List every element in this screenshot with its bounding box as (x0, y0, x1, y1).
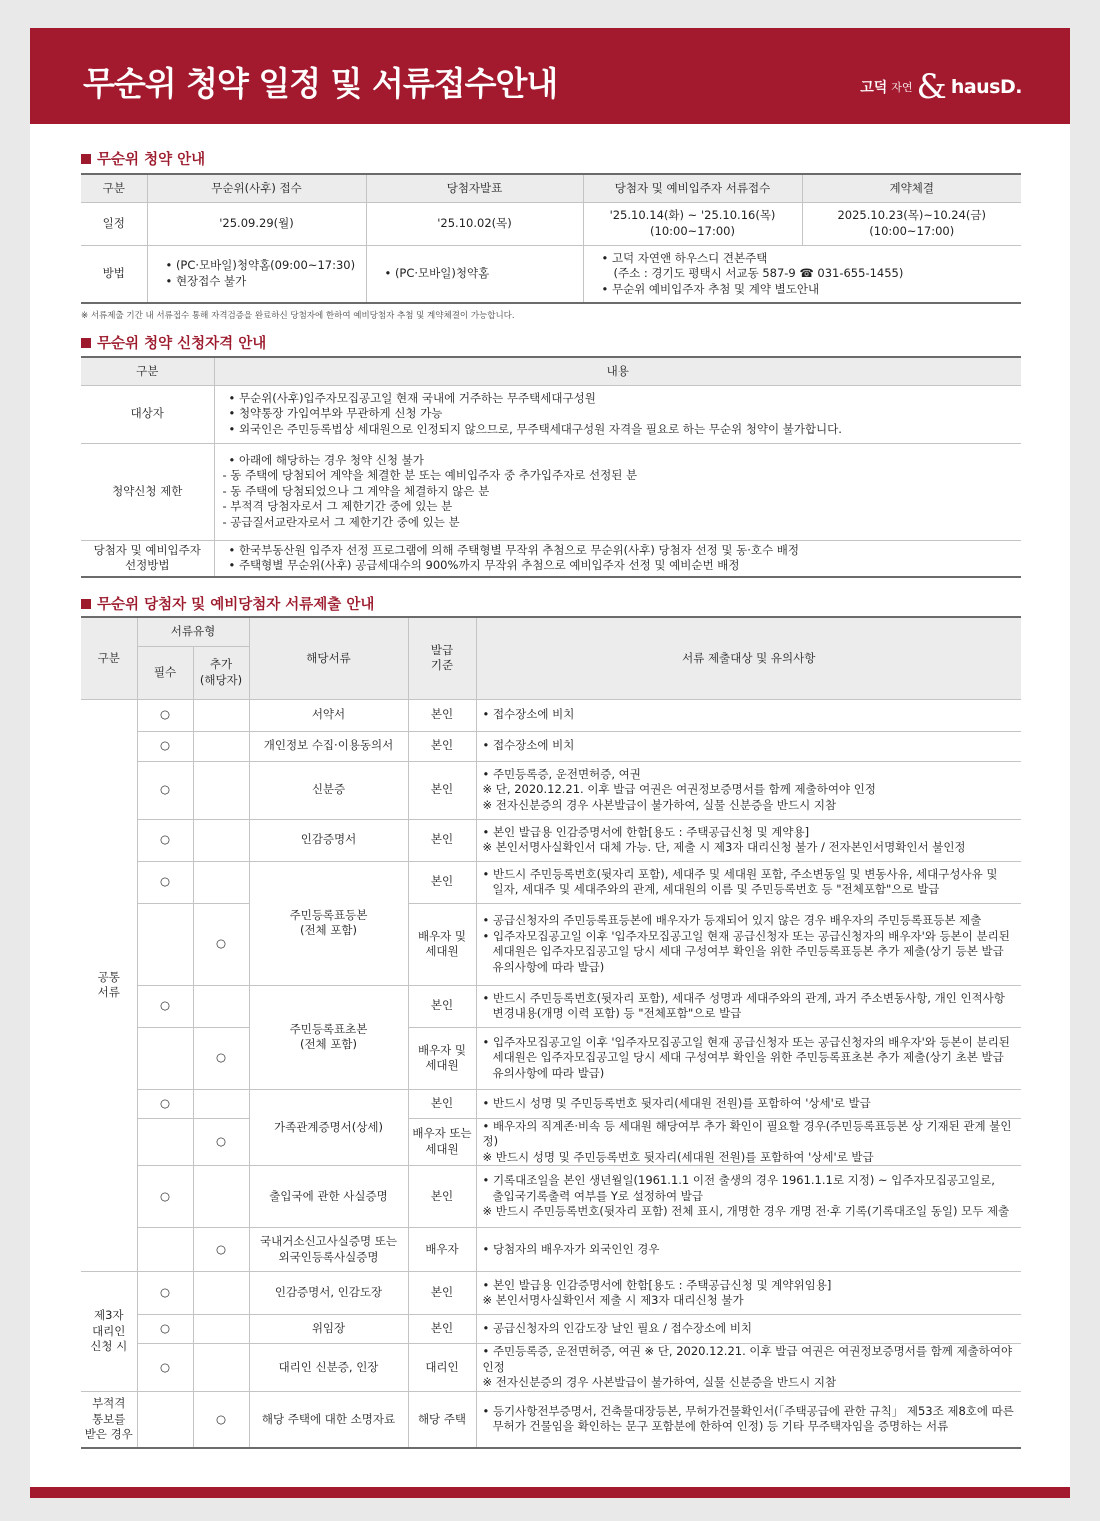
document-row (81, 1228, 1021, 1272)
col-header-category: 구분 (81, 617, 137, 699)
basis: 본인 (408, 819, 476, 861)
extra-mark: ○ (193, 1228, 249, 1272)
col-header: 무순위(사후) 접수 (147, 174, 366, 202)
footer-bar (30, 1487, 1070, 1498)
required-mark: ○ (137, 861, 193, 903)
method-row (81, 245, 1021, 303)
col-header-basis: 발급 기준 (408, 617, 476, 699)
document-row (81, 1344, 1021, 1392)
basis: 해당 주택 (408, 1391, 476, 1448)
extra-mark (193, 731, 249, 761)
document-row (81, 1391, 1021, 1448)
required-mark: ○ (137, 819, 193, 861)
required-mark: ○ (137, 699, 193, 731)
required-mark: ○ (137, 985, 193, 1027)
notes: • 배우자의 직계존·비속 등 세대원 해당여부 추가 확인이 필요할 경우(주민등록표등본 상 기재된 관계 불인정) ※ 반드시 성명 및 주민등록번호 뒷자리(세대원 전원)를 포함하여 '상세'로 발급 (476, 1118, 1021, 1166)
required-mark: ○ (137, 1089, 193, 1118)
notes: • 본인 발급용 인감증명서에 한함[용도 : 주택공급신청 및 계약용] ※ 본인서명사실확인서 대체 가능. 단, 제출 시 제3자 대리신청 불가 / 전자본인서명확인서 불인정 (476, 819, 1021, 861)
basis: 본인 (408, 861, 476, 903)
extra-mark (193, 761, 249, 819)
extra-mark (193, 985, 249, 1027)
notes: • 반드시 주민등록번호(뒷자리 포함), 세대주 및 세대원 포함, 주소변동일 및 변동사유, 세대구성사유 및 일자, 세대주 및 세대주와의 관계, 세대원의 이름 및 주민등록번호 등 "전체포함"으로 발급 (476, 861, 1021, 903)
notes: • 접수장소에 비치 (476, 731, 1021, 761)
brand-ampersand: & (916, 67, 947, 107)
schedule-header-row (81, 174, 1021, 202)
doc-name: 해당 주택에 대한 소명자료 (249, 1391, 408, 1448)
required-mark: ○ (137, 1272, 193, 1315)
document-row (81, 761, 1021, 819)
basis: 배우자 및 세대원 (408, 903, 476, 985)
announce-date: '25.10.02(목) (366, 202, 583, 245)
row-label: 청약신청 제한 (81, 443, 214, 540)
col-header-doc-type: 서류유형 (137, 617, 249, 646)
document-row (81, 1272, 1021, 1315)
document-row (81, 1027, 1021, 1089)
notes: • 공급신청자의 인감도장 날인 필요 / 접수장소에 비치 (476, 1315, 1021, 1344)
document-row (81, 1118, 1021, 1166)
col-header: 구분 (81, 357, 214, 385)
basis: 본인 (408, 1089, 476, 1118)
docs-date: '25.10.14(화) ~ '25.10.16(목) (10:00~17:00) (583, 202, 802, 245)
eligibility-row (81, 443, 1021, 540)
basis: 본인 (408, 1315, 476, 1344)
col-header: 계약체결 (802, 174, 1021, 202)
doc-name: 인감증명서 (249, 819, 408, 861)
eligibility-row (81, 385, 1021, 443)
extra-mark (193, 1344, 249, 1392)
document-row (81, 1315, 1021, 1344)
doc-name: 인감증명서, 인감도장 (249, 1272, 408, 1315)
page-title: 무순위 청약 일정 및 서류접수안내 (83, 64, 558, 103)
notes: • 공급신청자의 주민등록표등본에 배우자가 등재되어 있지 않은 경우 배우자의 주민등록표등본 제출 • 입주자모집공고일 이후 '입주자모집공고일 현재 공급신청자 또는 공급신청자의 배우자'와 등본이 분리된 세대원은 입주자모집공고일 당시 세대 구성여부 확인을 위한 주민등록표등본 추가 제출(상기 등본 발급 유의사항에 따라 발급) (476, 903, 1021, 985)
required-mark: ○ (137, 1344, 193, 1392)
required-mark (137, 1228, 193, 1272)
extra-mark (193, 1166, 249, 1228)
eligibility-header-row (81, 357, 1021, 385)
notes: • 반드시 성명 및 주민등록번호 뒷자리(세대원 전원)를 포함하여 '상세'로 발급 (476, 1089, 1021, 1118)
basis: 본인 (408, 1166, 476, 1228)
row-label: 방법 (81, 245, 147, 303)
required-mark (137, 903, 193, 985)
notes: • 주민등록증, 운전면허증, 여권 ※ 단, 2020.12.21. 이후 발급 여권은 여권정보증명서를 함께 제출하여야 인정 ※ 전자신분증의 경우 사본발급이 불가하여, 실물 신분증을 반드시 지참 (476, 1344, 1021, 1392)
document-row (81, 731, 1021, 761)
announce-method: • (PC·모바일)청약홈 (366, 245, 583, 303)
basis: 배우자 (408, 1228, 476, 1272)
header-banner (30, 28, 1070, 124)
required-mark: ○ (137, 1166, 193, 1228)
document-row (81, 985, 1021, 1027)
basis: 본인 (408, 985, 476, 1027)
brand-logo (860, 67, 1022, 107)
document-row (81, 903, 1021, 985)
notes: • 등기사항전부증명서, 건축물대장등본, 무허가건물확인서(「주택공급에 관한 규칙」 제53조 제8호에 따른 무허가 건물임을 확인하는 문구 포함분에 한하여 인정) 등 기타 무주택자임을 증명하는 서류 (476, 1391, 1021, 1448)
row-content: • 무순위(사후)입주자모집공고일 현재 국내에 거주하는 무주택세대구성원 • 청약통장 가입여부와 무관하게 신청 가능 • 외국인은 주민등록법상 세대원으로 인정되지 않으므로, 무주택세대구성원 자격을 필요로 하는 무순위 청약이 불가합니다. (214, 385, 1021, 443)
col-header: 당첨자발표 (366, 174, 583, 202)
col-header-notes: 서류 제출대상 및 유의사항 (476, 617, 1021, 699)
extra-mark (193, 861, 249, 903)
square-bullet-icon (81, 338, 91, 348)
col-header-extra: 추가 (해당자) (193, 646, 249, 699)
schedule-row (81, 202, 1021, 245)
col-header: 내용 (214, 357, 1021, 385)
doc-name: 개인정보 수집·이용동의서 (249, 731, 408, 761)
row-content: • 아래에 해당하는 경우 청약 신청 불가 - 동 주택에 당첨되어 계약을 체결한 분 또는 예비입주자 중 추가입주자로 선정된 분 - 동 주택에 당첨되었으나 그 계약을 체결하지 않은 분 - 부적격 당첨자로서 그 제한기간 중에 있는 분 - 공급질서교란자로서 그 제한기간 중에 있는 분 (214, 443, 1021, 540)
group-ineligible: 부적격 통보를 받은 경우 (81, 1391, 137, 1448)
notes: • 당첨자의 배우자가 외국인인 경우 (476, 1228, 1021, 1272)
basis: 대리인 (408, 1344, 476, 1392)
required-mark: ○ (137, 1315, 193, 1344)
group-common: 공통 서류 (81, 699, 137, 1272)
row-content: • 한국부동산원 입주자 선정 프로그램에 의해 주택형별 무작위 추첨으로 무순위(사후) 당첨자 선정 및 동·호수 배정 • 주택형별 무순위(사후) 공급세대수의 900%까지 무작위 추첨으로 예비입주자 선정 및 예비순번 배정 (214, 540, 1021, 577)
schedule-note: ※ 서류제출 기간 내 서류접수 통해 자격검증을 완료하신 당첨자에 한하여 예비당첨자 추첨 및 계약체결이 가능합니다. (81, 311, 515, 321)
extra-mark (193, 1315, 249, 1344)
eligibility-table (81, 356, 1021, 578)
eligibility-row (81, 540, 1021, 577)
document-row (81, 699, 1021, 731)
document-row (81, 861, 1021, 903)
doc-name: 위임장 (249, 1315, 408, 1344)
doc-name: 출입국에 관한 사실증명 (249, 1166, 408, 1228)
required-mark: ○ (137, 731, 193, 761)
row-label: 당첨자 및 예비입주자 선정방법 (81, 540, 214, 577)
basis: 배우자 또는 세대원 (408, 1118, 476, 1166)
documents-table (81, 616, 1021, 1449)
row-label: 대상자 (81, 385, 214, 443)
basis: 본인 (408, 699, 476, 731)
extra-mark (193, 1089, 249, 1118)
basis: 본인 (408, 731, 476, 761)
doc-name: 대리인 신분증, 인장 (249, 1344, 408, 1392)
docs-method: • 고덕 자연앤 하우스디 견본주택 (주소 : 경기도 평택시 서교동 587-9 ☎ 031-655-1455) • 무순위 예비입주자 추첨 및 계약 별도안내 (583, 245, 1021, 303)
doc-name: 신분증 (249, 761, 408, 819)
doc-name: 국내거소신고사실증명 또는 외국인등록사실증명 (249, 1228, 408, 1272)
schedule-table (81, 173, 1021, 304)
group-proxy: 제3자 대리인 신청 시 (81, 1272, 137, 1392)
required-mark: ○ (137, 761, 193, 819)
extra-mark: ○ (193, 1391, 249, 1448)
section-title-schedule: 무순위 청약 안내 (81, 148, 205, 169)
contract-date: 2025.10.23(목)~10.24(금) (10:00~17:00) (802, 202, 1021, 245)
doc-name: 가족관계증명서(상세) (249, 1089, 408, 1166)
notes: • 입주자모집공고일 이후 '입주자모집공고일 현재 공급신청자 또는 공급신청자의 배우자'와 등본이 분리된 세대원은 입주자모집공고일 당시 세대 구성여부 확인을 위한 주민등록표초본 추가 제출(상기 초본 발급 유의사항에 따라 발급) (476, 1027, 1021, 1089)
row-label: 일정 (81, 202, 147, 245)
extra-mark (193, 699, 249, 731)
notes: • 주민등록증, 운전면허증, 여권 ※ 단, 2020.12.21. 이후 발급 여권은 여권정보증명서를 함께 제출하여야 인정 ※ 전자신분증의 경우 사본발급이 불가하여, 실물 신분증을 반드시 지참 (476, 761, 1021, 819)
square-bullet-icon (81, 599, 91, 609)
extra-mark (193, 1272, 249, 1315)
extra-mark: ○ (193, 903, 249, 985)
required-mark (137, 1027, 193, 1089)
notes: • 기록대조일을 본인 생년월일(1961.1.1 이전 출생의 경우 1961.1.1로 지정) ~ 입주자모집공고일로, 출입국기록출력 여부를 Y로 설정하여 발급 ※ 반드시 주민등록번호(뒷자리 포함) 전체 표시, 개명한 경우 개명 전·후 기록(기록대조일 동일) 모두 제출 (476, 1166, 1021, 1228)
square-bullet-icon (81, 154, 91, 164)
required-mark (137, 1118, 193, 1166)
doc-name: 주민등록표등본 (전체 포함) (249, 861, 408, 985)
doc-name: 서약서 (249, 699, 408, 731)
document-row (81, 1166, 1021, 1228)
col-header: 당첨자 및 예비입주자 서류접수 (583, 174, 802, 202)
document-row (81, 819, 1021, 861)
receipt-date: '25.09.29(월) (147, 202, 366, 245)
required-mark (137, 1391, 193, 1448)
doc-name: 주민등록표초본 (전체 포함) (249, 985, 408, 1089)
basis: 본인 (408, 1272, 476, 1315)
notes: • 본인 발급용 인감증명서에 한함[용도 : 주택공급신청 및 계약위임용] ※ 본인서명사실확인서 제출 시 제3자 대리신청 불가 (476, 1272, 1021, 1315)
brand-text-godeok: 고덕 (860, 80, 888, 96)
section-title-documents: 무순위 당첨자 및 예비당첨자 서류제출 안내 (81, 593, 374, 614)
brand-text-hausd: hausD. (950, 76, 1022, 98)
basis: 배우자 및 세대원 (408, 1027, 476, 1089)
notes: • 접수장소에 비치 (476, 699, 1021, 731)
basis: 본인 (408, 761, 476, 819)
notice-page (30, 28, 1070, 1498)
extra-mark: ○ (193, 1027, 249, 1089)
extra-mark (193, 819, 249, 861)
col-header-required: 필수 (137, 646, 193, 699)
receipt-method: • (PC·모바일)청약홈(09:00~17:30) • 현장접수 불가 (147, 245, 366, 303)
notes: • 반드시 주민등록번호(뒷자리 포함), 세대주 성명과 세대주와의 관계, 과거 주소변동사항, 개인 인적사항 변경내용(개명 이력 포함) 등 "전체포함"으로 발급 (476, 985, 1021, 1027)
extra-mark: ○ (193, 1118, 249, 1166)
section-title-eligibility: 무순위 청약 신청자격 안내 (81, 332, 266, 353)
col-header-doc: 해당서류 (249, 617, 408, 699)
brand-text-jayeon: 자연 (891, 81, 913, 94)
document-row (81, 1089, 1021, 1118)
documents-header-row (81, 617, 1021, 646)
col-header: 구분 (81, 174, 147, 202)
